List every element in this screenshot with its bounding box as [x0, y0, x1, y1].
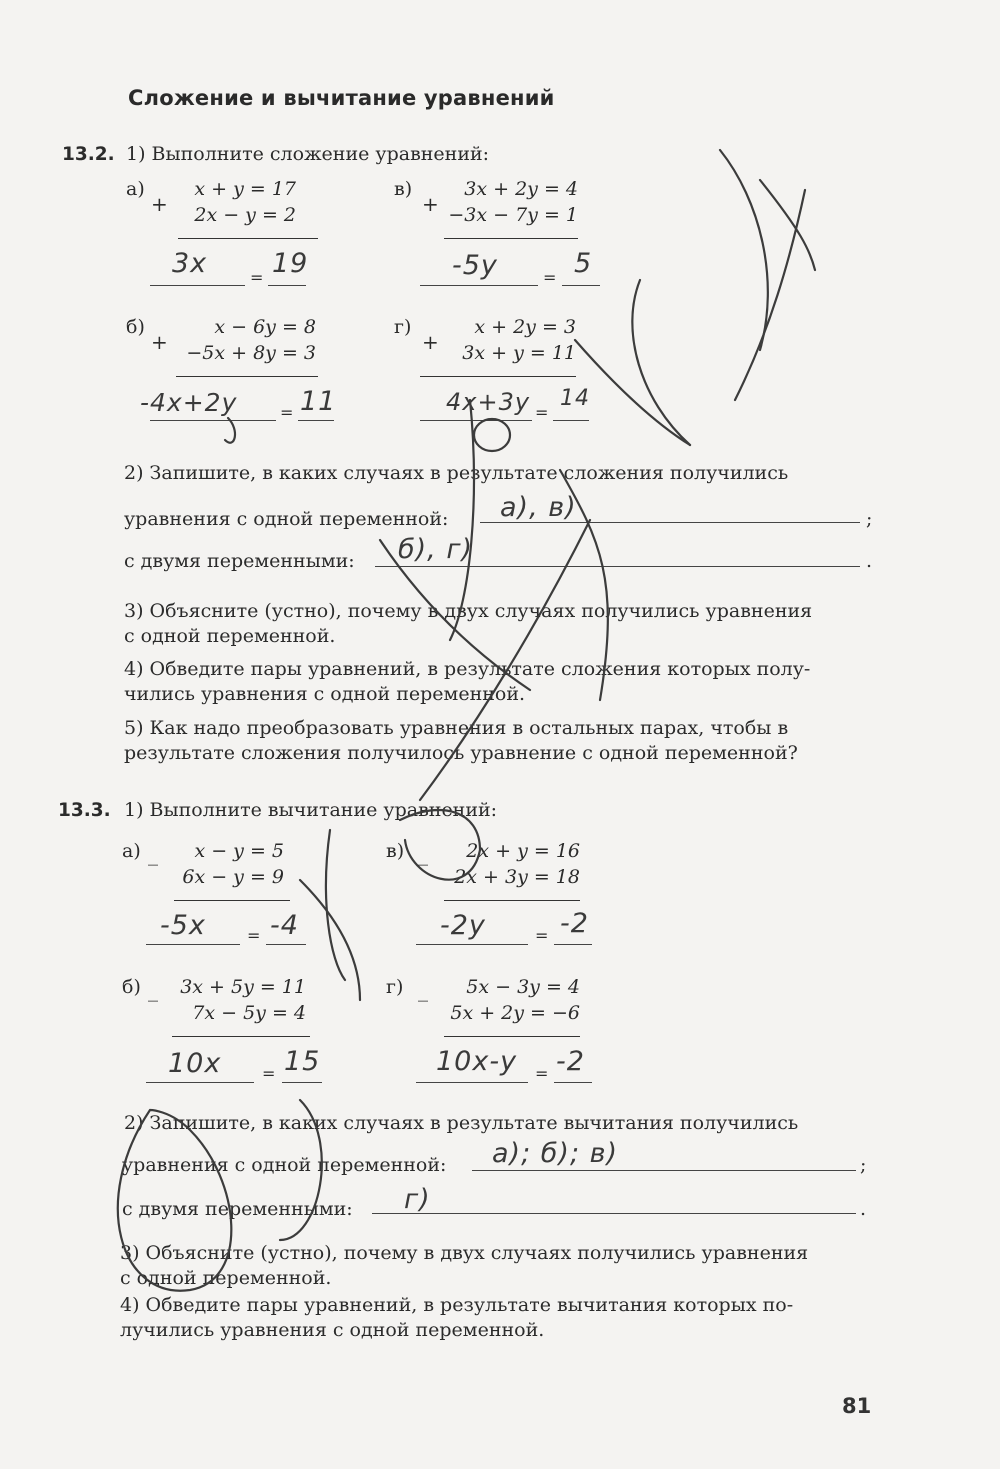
equation: −3x − 7y = 1: [448, 204, 578, 226]
task-text: уравнения с одной переменной:: [124, 508, 449, 530]
handwritten-answer: 14: [560, 386, 590, 411]
equation: 3x + y = 11: [462, 342, 576, 364]
answer-line: [266, 944, 306, 945]
task-text: 3) Объясните (устно), почему в двух случаях получились уравнения: [124, 600, 813, 622]
task-text: с одной переменной.: [124, 625, 336, 647]
punctuation: .: [860, 1198, 867, 1220]
section-title: Сложение и вычитание уравнений: [128, 86, 555, 110]
equals-sign: =: [250, 268, 264, 287]
equals-sign: =: [535, 1064, 549, 1083]
punctuation: ;: [866, 508, 873, 530]
handwritten-answer: 15: [284, 1046, 321, 1077]
plus-sign: +: [422, 192, 439, 216]
equation: x + y = 17: [194, 178, 296, 200]
item-label: а): [122, 840, 141, 862]
answer-line: [146, 944, 240, 945]
answer-line: [298, 420, 334, 421]
exercise-number: 13.2.: [62, 144, 115, 165]
equation: 6x − y = 9: [182, 866, 284, 888]
equation: 7x − 5y = 4: [192, 1002, 306, 1024]
equation: x − y = 5: [194, 840, 284, 862]
punctuation: ;: [860, 1154, 867, 1176]
equals-sign: =: [262, 1064, 276, 1083]
sum-line: [172, 1036, 310, 1037]
task-text: с двумя переменными:: [124, 550, 355, 572]
equals-sign: =: [535, 403, 549, 422]
task-text: результате сложения получилось уравнение с одной переменной?: [124, 742, 798, 764]
handwritten-answer: 5: [574, 248, 593, 279]
item-label: г): [386, 976, 404, 998]
equals-sign: =: [280, 403, 294, 422]
handwritten-answer: -5y: [452, 250, 498, 281]
item-label: б): [126, 316, 145, 338]
plus-sign: +: [151, 330, 168, 354]
punctuation: .: [866, 550, 873, 572]
answer-line: [150, 285, 245, 286]
equals-sign: =: [247, 926, 261, 945]
handwritten-answer: 19: [272, 248, 309, 279]
task-text: 4) Обведите пары уравнений, в результате вычитания которых по-: [120, 1294, 794, 1316]
handwritten-answer: -5x: [160, 910, 206, 941]
task-text: 1) Выполните сложение уравнений:: [126, 143, 490, 165]
item-label: в): [394, 178, 413, 200]
minus-sign: _: [148, 978, 158, 1002]
task-text: 3) Объясните (устно), почему в двух случаях получились уравнения: [120, 1242, 809, 1264]
answer-line: [416, 944, 528, 945]
answer-line: [150, 420, 276, 421]
item-label: в): [386, 840, 405, 862]
task-text: 1) Выполните вычитание уравнений:: [124, 799, 498, 821]
equation: 2x + 3y = 18: [454, 866, 580, 888]
answer-line: [416, 1082, 528, 1083]
answer-line: [146, 1082, 254, 1083]
handwritten-answer: -2: [560, 908, 589, 939]
equals-sign: =: [535, 926, 549, 945]
handwritten-answer: -4: [270, 910, 299, 941]
task-text: чились уравнения с одной переменной.: [124, 683, 526, 705]
answer-line: [554, 1082, 592, 1083]
equation: 5x + 2y = −6: [450, 1002, 580, 1024]
task-text: с двумя переменными:: [122, 1198, 353, 1220]
equation: 2x − y = 2: [194, 204, 296, 226]
sum-line: [444, 1036, 580, 1037]
answer-line: [562, 285, 600, 286]
sum-line: [176, 376, 318, 377]
minus-sign: _: [418, 842, 428, 866]
item-label: а): [126, 178, 145, 200]
handwritten-answer: -4x+2y: [140, 388, 238, 417]
answer-line: [472, 1170, 856, 1171]
equation: −5x + 8y = 3: [186, 342, 316, 364]
handwritten-answer: б), г): [398, 534, 474, 565]
task-text: лучились уравнения с одной переменной.: [120, 1319, 545, 1341]
sum-line: [178, 238, 318, 239]
equation: 5x − 3y = 4: [466, 976, 580, 998]
task-text: 2) Запишите, в каких случаях в результате сложения получились: [124, 462, 789, 484]
handwritten-answer: 10x: [168, 1048, 222, 1079]
sum-line: [420, 376, 576, 377]
task-text: 2) Запишите, в каких случаях в результате вычитания получились: [124, 1112, 799, 1134]
handwritten-answer: -2: [556, 1046, 585, 1077]
equation: 2x + y = 16: [466, 840, 580, 862]
answer-line: [268, 285, 306, 286]
task-text: 4) Обведите пары уравнений, в результате сложения которых полу-: [124, 658, 811, 680]
handwritten-answer: 4x+3y: [446, 388, 531, 416]
answer-line: [372, 1213, 856, 1214]
plus-sign: +: [422, 330, 439, 354]
handwritten-answer: а), в): [500, 492, 577, 523]
plus-sign: +: [151, 192, 168, 216]
sum-line: [174, 900, 290, 901]
sum-line: [444, 900, 580, 901]
task-text: 5) Как надо преобразовать уравнения в остальных парах, чтобы в: [124, 717, 789, 739]
handwritten-answer: -2y: [440, 910, 486, 941]
answer-line: [375, 566, 860, 567]
equals-sign: =: [543, 268, 557, 287]
equation: x + 2y = 3: [474, 316, 576, 338]
answer-line: [554, 944, 592, 945]
task-text: уравнения с одной переменной:: [122, 1154, 447, 1176]
minus-sign: _: [148, 842, 158, 866]
handwritten-answer: 11: [300, 386, 337, 417]
equation: x − 6y = 8: [214, 316, 316, 338]
equation: 3x + 2y = 4: [464, 178, 578, 200]
exercise-number: 13.3.: [58, 800, 111, 821]
item-label: г): [394, 316, 412, 338]
handwritten-answer: 3x: [172, 248, 208, 279]
answer-line: [420, 420, 532, 421]
answer-line: [420, 285, 538, 286]
page-number: 81: [842, 1394, 872, 1418]
sum-line: [444, 238, 578, 239]
answer-line: [553, 420, 589, 421]
answer-line: [282, 1082, 322, 1083]
equation: 3x + 5y = 11: [180, 976, 306, 998]
handwritten-answer: 10x-y: [436, 1046, 518, 1077]
handwritten-answer: г): [404, 1184, 431, 1215]
minus-sign: _: [418, 978, 428, 1002]
item-label: б): [122, 976, 141, 998]
task-text: с одной переменной.: [120, 1267, 332, 1289]
handwritten-answer: а); б); в): [492, 1138, 619, 1169]
